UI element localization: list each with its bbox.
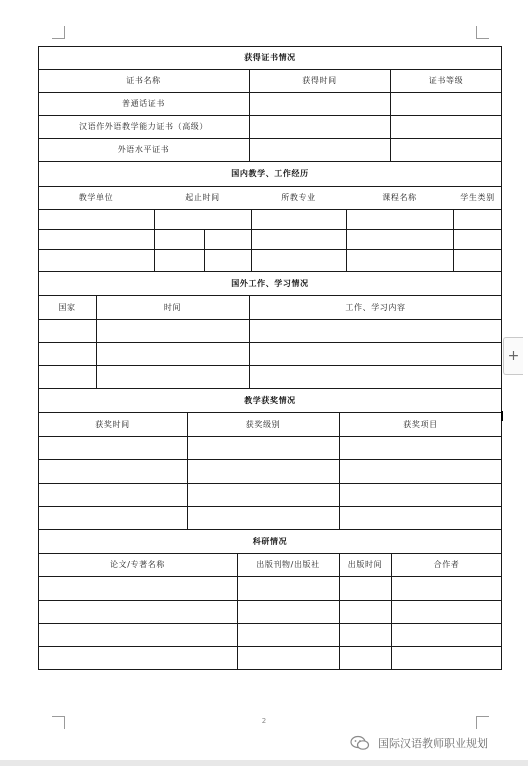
column-header-award-time: 获奖时间 (95, 419, 130, 429)
table-cell-input[interactable] (249, 138, 390, 161)
table-rule (38, 576, 502, 577)
crop-mark-top-right (476, 26, 489, 39)
table-rule (204, 229, 205, 272)
table-rule (38, 319, 502, 320)
table-border-bottom (38, 669, 502, 670)
table-cell-input[interactable] (390, 92, 502, 115)
table-rule (38, 229, 502, 230)
column-header-teaching-unit: 教学单位 (78, 193, 114, 202)
column-header-certificate-name: 证书名称 (126, 76, 161, 85)
column-header-award-item: 获奖项目 (403, 419, 438, 429)
crop-mark-top-left (52, 26, 65, 39)
column-header-certificate-level: 证书等级 (428, 76, 464, 85)
table-rule (38, 209, 502, 210)
bottom-scroll-area (0, 760, 528, 766)
column-header-student-type: 学生类别 (460, 193, 495, 202)
table-rule (38, 436, 502, 437)
section-title-domestic-experience: 国内教学、工作经历 (231, 169, 309, 178)
row-label-language-certificate: 外语水平证书 (117, 145, 170, 154)
column-header-country: 国家 (58, 302, 76, 312)
table-rule (38, 459, 502, 460)
table-rule (38, 365, 502, 366)
wechat-icon (350, 735, 370, 751)
application-form-table (38, 46, 502, 670)
watermark-text: 国际汉语教师职业规划 (378, 737, 488, 750)
column-header-major: 所教专业 (281, 193, 316, 202)
table-rule (38, 600, 502, 601)
section-title-overseas-experience: 国外工作、学习情况 (231, 278, 309, 288)
table-cell-input[interactable] (390, 138, 502, 161)
column-header-course-name: 课程名称 (382, 193, 417, 202)
section-title-teaching-awards: 教学获奖情况 (244, 395, 296, 405)
section-title-certificates: 获得证书情况 (244, 53, 296, 62)
column-header-period: 起止时间 (185, 193, 220, 202)
table-rule (38, 342, 502, 343)
table-rule (38, 506, 502, 507)
table-cell-input[interactable] (249, 92, 390, 115)
table-rule (38, 646, 502, 647)
text-cursor (501, 411, 503, 421)
table-rule (38, 249, 502, 250)
row-label-mandarin-certificate: 普通话证书 (122, 99, 165, 108)
column-header-collaborator: 合作者 (433, 560, 460, 569)
watermark (350, 735, 488, 751)
column-header-publisher: 出版刊物/出版社 (256, 560, 320, 569)
table-cell-input[interactable] (249, 115, 390, 138)
section-title-research: 科研情况 (252, 536, 288, 546)
add-button[interactable] (503, 337, 523, 375)
page-number: 2 (261, 717, 267, 725)
table-rule (453, 209, 454, 272)
column-header-award-level: 获奖级别 (245, 419, 281, 429)
table-rule (38, 483, 502, 484)
column-header-paper-title: 论文/专著名称 (110, 560, 165, 569)
plus-icon: + (507, 348, 520, 364)
row-label-tcsol-certificate: 汉语作外语教学能力证书（高级） (79, 122, 208, 131)
table-rule (251, 209, 252, 272)
table-rule (154, 209, 155, 272)
table-cell-input[interactable] (390, 115, 502, 138)
column-header-work-study-content: 工作、学习内容 (345, 302, 406, 312)
column-header-time: 时间 (163, 302, 182, 312)
table-rule (346, 209, 347, 272)
column-header-publish-time: 出版时间 (347, 560, 383, 569)
column-header-obtained-time: 获得时间 (302, 76, 337, 85)
table-rule (38, 623, 502, 624)
